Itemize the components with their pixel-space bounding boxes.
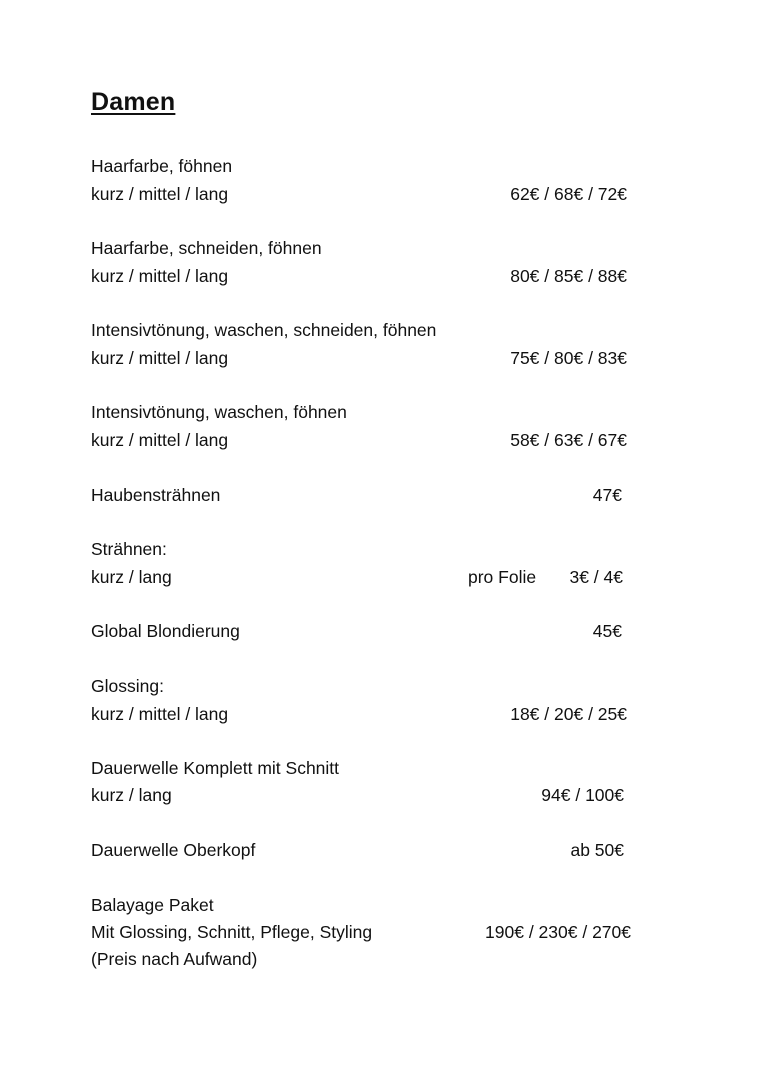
item-name: Intensivtönung, waschen, schneiden, föhnen: [91, 320, 437, 340]
item-name: Intensivtönung, waschen, föhnen: [91, 402, 347, 422]
item-variants: kurz / mittel / lang: [91, 184, 229, 204]
item-name: Haubensträhnen: [91, 485, 221, 505]
item-price: 18€ / 20€ / 25€: [510, 704, 627, 724]
item-name: Haarfarbe, schneiden, föhnen: [91, 238, 322, 258]
item-name: Glossing:: [91, 676, 164, 696]
item-variants: kurz / mittel / lang: [91, 704, 229, 724]
item-variants: kurz / mittel / lang: [91, 348, 229, 368]
item-price: 47€: [592, 485, 622, 505]
item-price: 190€ / 230€ / 270€: [485, 922, 631, 942]
item-variants: Mit Glossing, Schnitt, Pflege, Styling: [91, 922, 373, 942]
item-name: Dauerwelle Komplett mit Schnitt: [91, 758, 340, 778]
item-name: Balayage Paket: [91, 895, 214, 915]
page-title: Damen: [91, 88, 176, 116]
item-price: 62€ / 68€ / 72€: [510, 184, 627, 204]
item-price: 58€ / 63€ / 67€: [510, 430, 627, 450]
item-name: Haarfarbe, föhnen: [91, 156, 233, 176]
item-variants: kurz / lang: [91, 785, 172, 805]
item-variants: kurz / mittel / lang: [91, 266, 229, 286]
item-name: Global Blondierung: [91, 621, 240, 641]
item-price: 94€ / 100€: [541, 785, 624, 805]
item-note: (Preis nach Aufwand): [91, 949, 258, 969]
item-variants: kurz / lang: [91, 567, 172, 587]
item-name: Dauerwelle Oberkopf: [91, 840, 256, 860]
item-variants: kurz / mittel / lang: [91, 430, 229, 450]
item-price: 80€ / 85€ / 88€: [510, 266, 627, 286]
item-price: 3€ / 4€: [569, 567, 623, 587]
item-price: 45€: [592, 621, 622, 641]
item-unit: pro Folie: [468, 567, 537, 587]
item-name: Strähnen:: [91, 539, 167, 559]
item-price: ab 50€: [570, 840, 624, 860]
item-price: 75€ / 80€ / 83€: [510, 348, 627, 368]
